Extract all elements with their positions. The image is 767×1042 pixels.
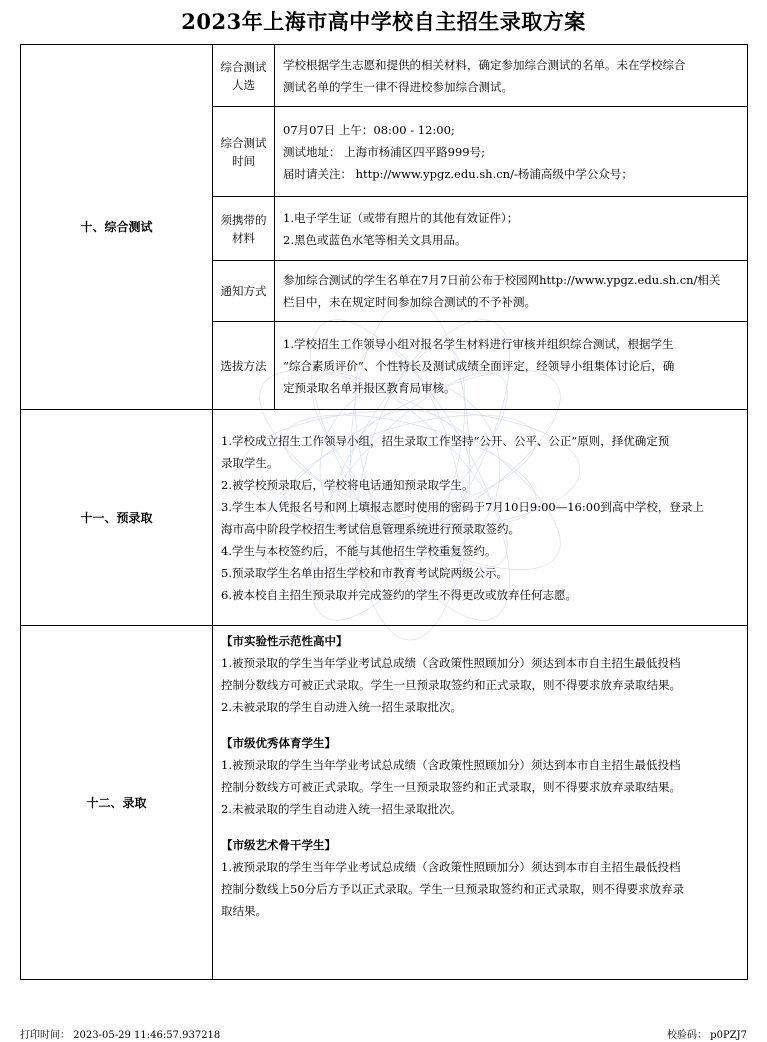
check-code: 校验码： p0PZJ7	[667, 1030, 747, 1041]
section-title-10: 十、综合测试	[21, 45, 213, 410]
print-time: 打印时间： 2023-05-29 11:46:57.937218	[20, 1030, 221, 1041]
row-content: 参加综合测试的学生名单在7月7日前公布于校园网http://www.ypgz.edu.sh.cn/相关 栏目中，未在规定时间参加综合测试的不予补测。	[275, 261, 748, 322]
row-label: 须携带的材料	[213, 197, 275, 261]
row-content: 07月07日 上午：08:00 - 12:00; 测试地址： 上海市杨浦区四平路999号; 届时请关注： http://www.ypgz.edu.sh.cn/-杨浦高级中学公众号；	[275, 107, 748, 197]
document-title: 2023年上海市高中学校自主招生录取方案	[181, 9, 586, 34]
row-label: 通知方式	[213, 261, 275, 322]
section-title-12: 十二、录取	[21, 626, 213, 980]
row-content: 1.学校招生工作领导小组对报名学生材料进行审核并组织综合测试，根据学生 “综合素质评价”、个性特长及测试成绩全面评定，经领导小组集体讨论后，确 定预录取名单并报区教育局审核。	[275, 322, 748, 410]
table-row	[21, 626, 748, 980]
row-label: 综合测试人选	[213, 45, 275, 107]
admission-plan-table	[20, 44, 748, 980]
section-title-11: 十一、预录取	[21, 410, 213, 626]
table-row	[21, 45, 748, 107]
row-content: 1.电子学生证（或带有照片的其他有效证件）； 2.黑色或蓝色水笔等相关文具用品。	[275, 197, 748, 261]
table-row	[21, 410, 748, 626]
section-content-11: 1.学校成立招生工作领导小组，招生录取工作坚持“公开、公平、公正”原则，择优确定预 录取学生。 2.被学校预录取后，学校将电话通知预录取学生。 3.学生本人凭报名号和网上填报志愿时使用的密码于7月10日9:00—16:00到高中学校，登录上 海市高中阶段学校招生考试信息管理系统进行预录取签约。 4.学生与本校签约后，不能与其他招生学校重复签约。 5.预录取学生名单由招生学校和市教育考试院两级公示。 6.被本校自主招生预录取并完成签约的学生不得更改或放弃任何志愿。	[213, 410, 748, 626]
section-content-12: 【市实验性示范性高中】 1.被预录取的学生当年学业考试总成绩（含政策性照顾加分）须达到本市自主招生最低投档 控制分数线方可被正式录取。学生一旦预录取签约和正式录取，则不得要求放弃录取结果。 2.未被录取的学生自动进入统一招生录取批次。 【市级优秀体育学生】 1.被预录取的学生当年学业考试总成绩（含政策性照顾加分）须达到本市自主招生最低投档 控制分数线方可被正式录取。学生一旦预录取签约和正式录取，则不得要求放弃录取结果。 2.未被录取的学生自动进入统一招生录取批次。 【市级艺术骨干学生】 1.被预录取的学生当年学业考试总成绩（含政策性照顾加分）须达到本市自主招生最低投档 控制分数线上50分后方予以正式录取。学生一旦预录取签约和正式录取，则不得要求放弃录 取结果。	[213, 626, 748, 980]
row-label: 综合测试时间	[213, 107, 275, 197]
row-label: 选拔方法	[213, 322, 275, 410]
row-content: 学校根据学生志愿和提供的相关材料，确定参加综合测试的名单。未在学校综合 测试名单的学生一律不得进校参加综合测试。	[275, 45, 748, 107]
